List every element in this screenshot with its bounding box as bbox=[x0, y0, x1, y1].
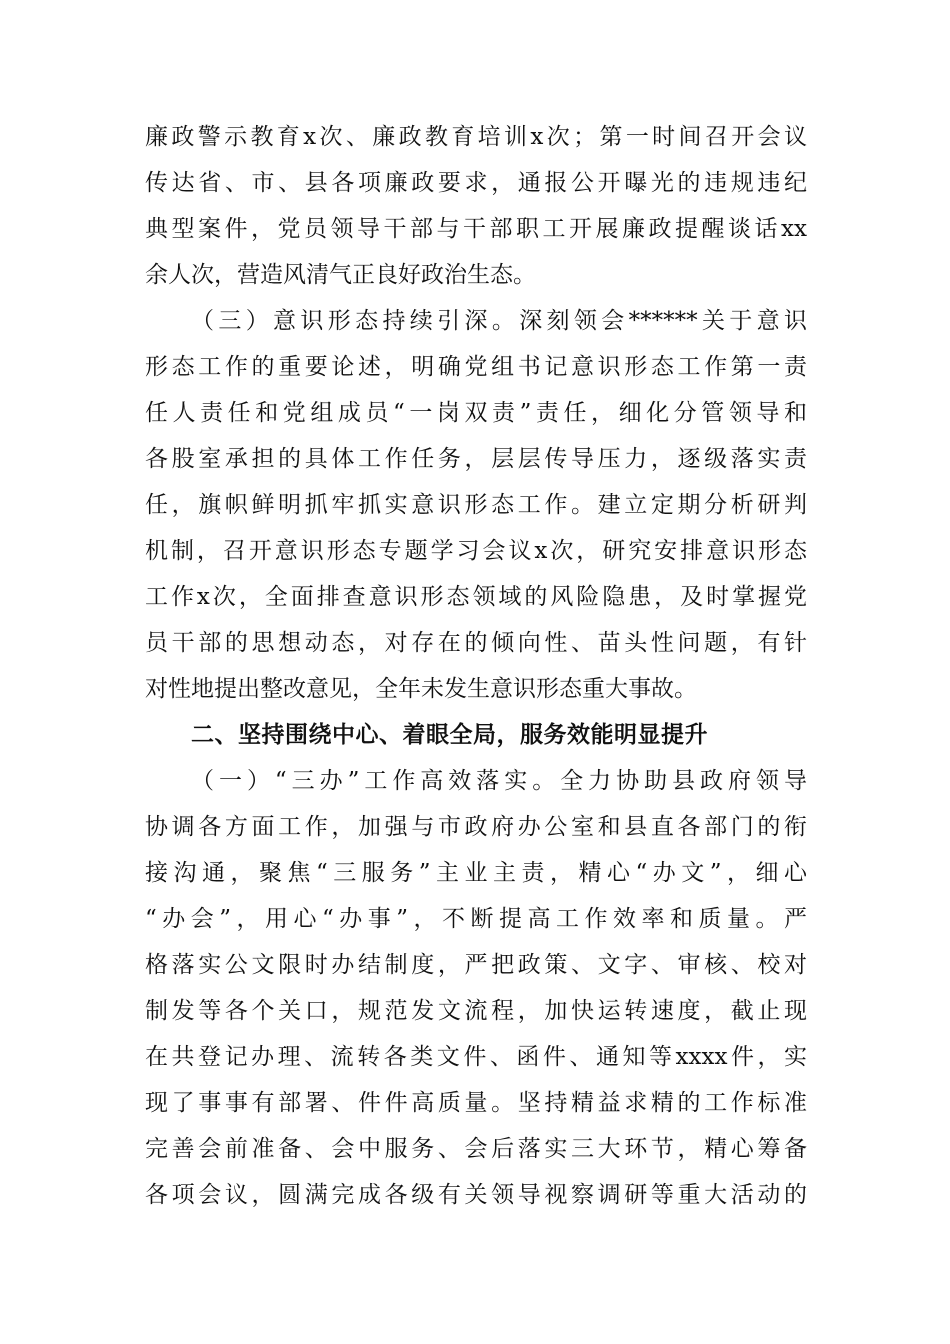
text-line: 形态工作的重要论述，明确党组书记意识形态工作第一责 bbox=[145, 354, 807, 380]
text-line: 制发等各个关口，规范发文流程，加快运转速度，截止现 bbox=[145, 998, 807, 1024]
text-line: 工作x次，全面排查意识形态领域的风险隐患，及时掌握党 bbox=[145, 584, 807, 610]
text-line: 余人次，营造风清气正良好政治生态。 bbox=[145, 262, 536, 288]
text-line: 接沟通，聚焦“三服务”主业主责，精心“办文”，细心 bbox=[145, 860, 807, 886]
text-line: 各股室承担的具体工作任务，层层传导压力，逐级落实责 bbox=[145, 446, 807, 472]
text-line: 对性地提出整改意见，全年未发生意识形态重大事故。 bbox=[145, 676, 697, 702]
text-line: 协调各方面工作，加强与市政府办公室和县直各部门的衔 bbox=[145, 814, 807, 840]
text-line: 员干部的思想动态，对存在的倾向性、苗头性问题，有针 bbox=[145, 630, 807, 656]
text-line: 传达省、市、县各项廉政要求，通报公开曝光的违规违纪 bbox=[145, 170, 807, 196]
text-line: 在共登记办理、流转各类文件、函件、通知等xxxx件，实 bbox=[145, 1044, 807, 1070]
section-heading-line: （三）意识形态持续引深。深刻领会******关于意识 bbox=[191, 308, 807, 334]
chapter-heading: 二、坚持围绕中心、着眼全局，服务效能明显提升 bbox=[191, 722, 708, 748]
text-line: 完善会前准备、会中服务、会后落实三大环节，精心筹备 bbox=[145, 1136, 807, 1162]
document-page bbox=[145, 114, 807, 1218]
text-line: 任，旗帜鲜明抓牢抓实意识形态工作。建立定期分析研判 bbox=[145, 492, 807, 518]
text-line: 现了事事有部署、件件高质量。坚持精益求精的工作标准 bbox=[145, 1090, 807, 1116]
text-line: 典型案件，党员领导干部与干部职工开展廉政提醒谈话xx bbox=[145, 216, 807, 242]
text-line: “办会”，用心“办事”，不断提高工作效率和质量。严 bbox=[145, 906, 807, 932]
section-heading-line: （一）“三办”工作高效落实。全力协助县政府领导 bbox=[191, 768, 807, 794]
text-line: 任人责任和党组成员“一岗双责”责任，细化分管领导和 bbox=[145, 400, 807, 426]
text-line: 机制，召开意识形态专题学习会议x次，研究安排意识形态 bbox=[145, 538, 807, 564]
text-line: 格落实公文限时办结制度，严把政策、文字、审核、校对 bbox=[145, 952, 807, 978]
text-line: 廉政警示教育x次、廉政教育培训x次；第一时间召开会议 bbox=[145, 124, 807, 150]
text-line: 各项会议，圆满完成各级有关领导视察调研等重大活动的 bbox=[145, 1182, 807, 1208]
